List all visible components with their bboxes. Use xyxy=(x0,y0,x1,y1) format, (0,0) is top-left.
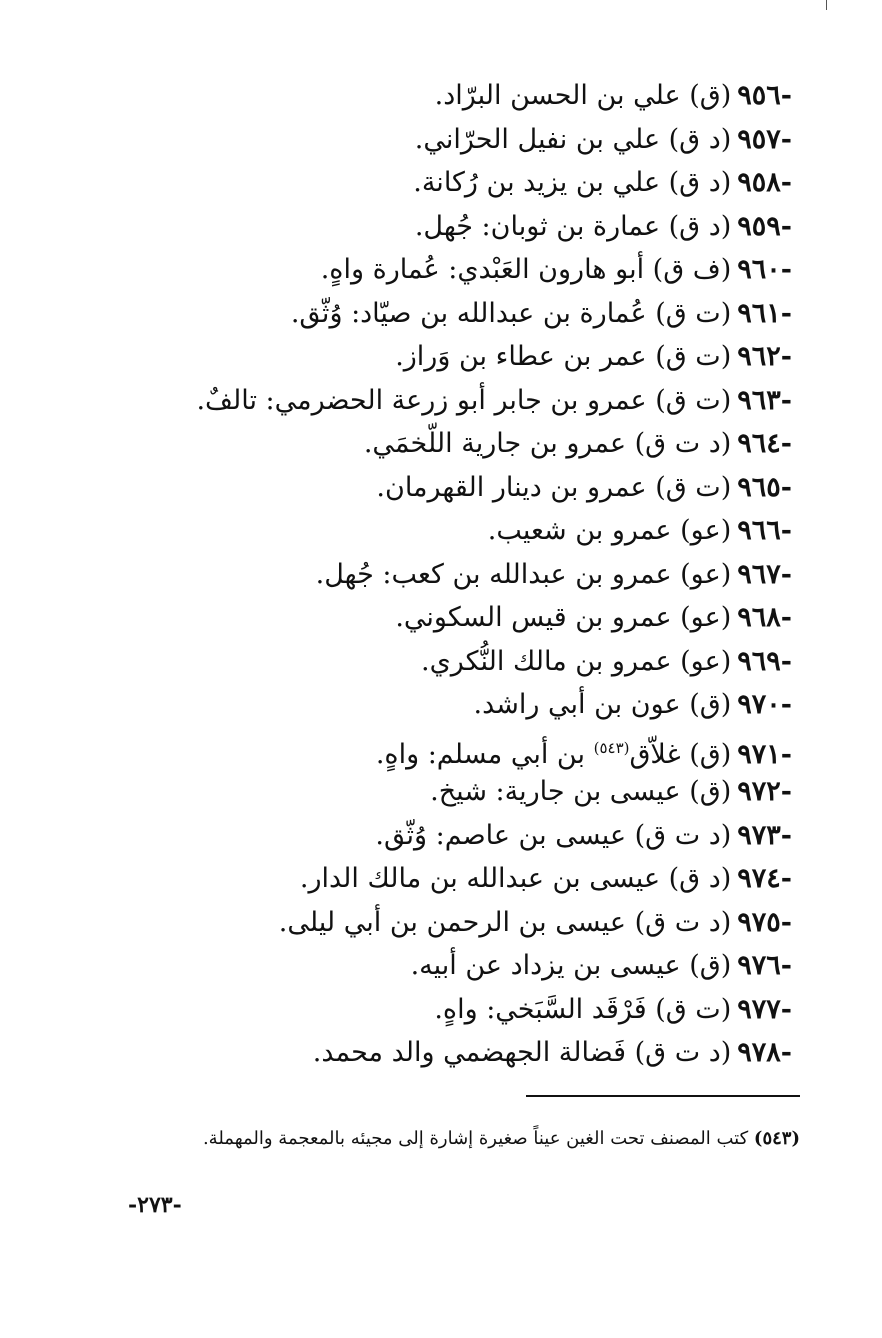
entry-number: -٩٧٧ xyxy=(737,993,792,1025)
entry-number: -٩٥٨ xyxy=(737,167,792,198)
page-edge-mark xyxy=(826,0,827,10)
entry-number: -٩٥٧ xyxy=(737,123,792,155)
list-item xyxy=(92,466,792,510)
list-item xyxy=(92,727,792,771)
entry-number: -٩٦٩ xyxy=(737,645,792,677)
entry-number: -٩٧٥ xyxy=(737,906,792,938)
entry-text: (ف ق) أبو هارون العَبْدي: عُمارة واهٍ. xyxy=(320,254,732,285)
entry-number: -٩٧٢ xyxy=(737,776,792,807)
entry-number: -٩٦٥ xyxy=(737,471,792,503)
entry-number: -٩٦٠ xyxy=(737,254,792,285)
footnote-text: كتب المصنف تحت الغين عيناً صغيرة إشارة إلى مجيئه بالمعجمة والمهملة. xyxy=(202,1128,749,1149)
entry-text: (ت ق) عُمارة بن عبدالله بن صيّاد: وُثّق. xyxy=(290,297,732,329)
entry-number: -٩٥٦ xyxy=(737,80,792,111)
entry-number: -٩٦٧ xyxy=(737,558,792,590)
list-item xyxy=(92,161,792,205)
list-item xyxy=(92,814,792,858)
entry-text: (عو) عمرو بن شعيب. xyxy=(487,515,732,546)
list-item xyxy=(92,292,792,336)
footnote-marker: (٥٤٣) xyxy=(593,738,630,757)
entry-number: -٩٥٩ xyxy=(737,210,792,242)
entry-number: -٩٦٤ xyxy=(737,428,792,459)
list-item xyxy=(92,74,792,118)
entry-number: -٩٧١ xyxy=(737,738,792,770)
entry-text: (عو) عمرو بن عبدالله بن كعب: جُهل. xyxy=(315,558,732,590)
entry-text: (ق) علي بن الحسن البرّاد. xyxy=(434,80,732,111)
entry-text: (د ق) عمارة بن ثوبان: جُهل. xyxy=(414,210,732,242)
list-item xyxy=(92,944,792,988)
list-item xyxy=(92,422,792,466)
list-item xyxy=(92,857,792,901)
entry-text: (د ت ق) فَضالة الجهضمي والد محمد. xyxy=(312,1037,732,1068)
entry-number: -٩٧٦ xyxy=(737,950,792,981)
page-number: -٢٧٣- xyxy=(128,1192,182,1218)
entry-number: -٩٧٨ xyxy=(737,1037,792,1068)
list-item xyxy=(92,596,792,640)
entry-text: (ق) عيسى بن يزداد عن أبيه. xyxy=(410,950,732,981)
entry-number: -٩٦٢ xyxy=(737,341,792,372)
entry-text: (عو) عمرو بن قيس السكوني. xyxy=(395,602,732,633)
entry-text: (ت ق) عمرو بن جابر أبو زرعة الحضرمي: تالفٌ. xyxy=(196,384,732,416)
entry-number: -٩٧٤ xyxy=(737,863,792,894)
list-item xyxy=(92,509,792,553)
entry-text xyxy=(376,739,731,770)
entry-text: (ت ق) عمر بن عطاء بن وَراز. xyxy=(395,341,732,372)
entry-number: -٩٦١ xyxy=(737,297,792,329)
footnote-number: (٥٤٣) xyxy=(753,1128,800,1149)
entry-text: (د ق) عيسى بن عبدالله بن مالك الدار. xyxy=(299,863,732,894)
list-item xyxy=(92,205,792,249)
list-item xyxy=(92,379,792,423)
list-item xyxy=(92,248,792,292)
list-item xyxy=(92,118,792,162)
entry-text-before-footnote: (ق) غلاّق xyxy=(629,738,732,770)
narrator-entry-list xyxy=(92,74,792,1075)
list-item xyxy=(92,1031,792,1075)
list-item xyxy=(92,770,792,814)
entry-text: (ت ق) عمرو بن دينار القهرمان. xyxy=(376,471,732,503)
entry-text: (د ق) علي بن يزيد بن رُكانة. xyxy=(413,167,732,198)
list-item xyxy=(92,335,792,379)
entry-number: -٩٦٨ xyxy=(737,602,792,633)
entry-number: -٩٦٦ xyxy=(737,515,792,546)
entry-text: (ت ق) فَرْقَد السَّبَخي: واهٍ. xyxy=(434,993,732,1025)
list-item xyxy=(92,988,792,1032)
footnote-divider xyxy=(526,1095,800,1097)
entry-text: (د ت ق) عيسى بن عاصم: وُثّق. xyxy=(375,819,732,851)
entry-text: (د ق) علي بن نفيل الحرّاني. xyxy=(414,123,732,155)
footnote xyxy=(100,1124,800,1154)
list-item xyxy=(92,553,792,597)
entry-number: -٩٧٠ xyxy=(737,689,792,720)
list-item xyxy=(92,901,792,945)
entry-number: -٩٦٣ xyxy=(737,384,792,416)
entry-text: (عو) عمرو بن مالك النُّكري. xyxy=(421,645,732,677)
entry-text: (ق) عون بن أبي راشد. xyxy=(473,689,732,720)
entry-text: (ق) عيسى بن جارية: شيخ. xyxy=(430,776,732,807)
entry-number: -٩٧٣ xyxy=(737,819,792,851)
list-item xyxy=(92,640,792,684)
list-item xyxy=(92,683,792,727)
entry-text-after-footnote: بن أبي مسلم: واهٍ. xyxy=(375,738,594,770)
entry-text: (د ت ق) عيسى بن الرحمن بن أبي ليلى. xyxy=(278,906,732,938)
entry-text: (د ت ق) عمرو بن جارية اللّخمَي. xyxy=(363,428,732,459)
